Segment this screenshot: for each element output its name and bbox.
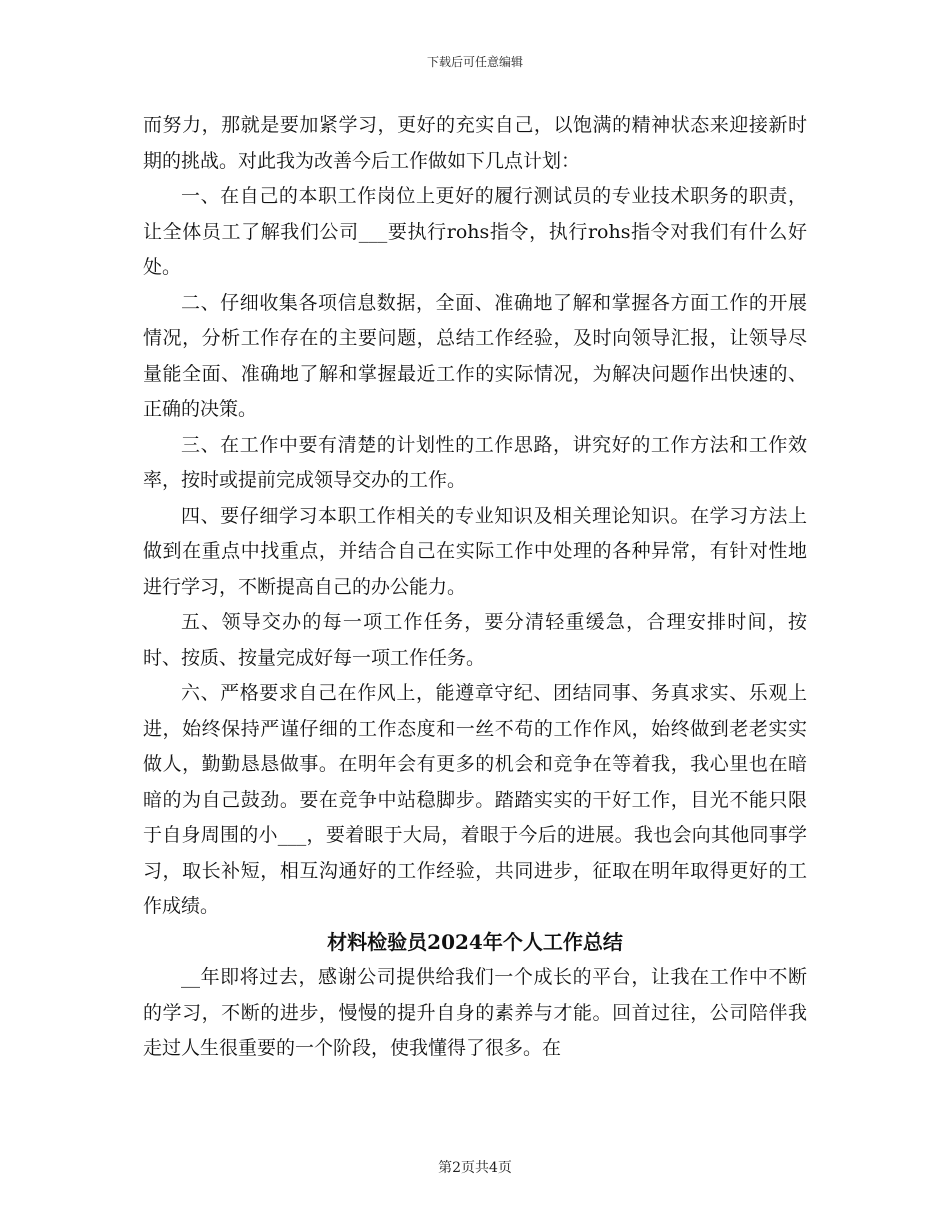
page-header: 下载后可任意编辑 [426, 55, 523, 69]
paragraph-plan-4: 四、要仔细学习本职工作相关的专业知识及相关理论知识。在学习方法上做到在重点中找重点，并结合自己在实际工作中处理的各种异常，有针对性地进行学习，不断提高自己的办公能力。 [143, 504, 807, 598]
paragraph-continuation: 而努力，那就是要加紧学习，更好的充实自己，以饱满的精神状态来迎接新时期的挑战。对此我为改善今后工作做如下几点计划： [143, 114, 807, 172]
paragraph-plan-1: 一、在自己的本职工作岗位上更好的履行测试员的专业技术职务的职责，让全体员工了解我们公司___要执行rohs指令，执行rohs指令对我们有什么好处。 [143, 185, 807, 278]
section-title: 材料检验员2024年个人工作总结 [327, 929, 623, 954]
page-footer: 第2页共4页 [438, 1160, 512, 1176]
paragraph-summary-intro: __年即将过去，感谢公司提供给我们一个成长的平台，让我在工作中不断的学习，不断的进步，慢慢的提升自身的素养与才能。回首过往，公司陪伴我走过人生很重要的一个阶段，使我懂得了很多。在 [143, 966, 807, 1059]
paragraph-plan-3: 三、在工作中要有清楚的计划性的工作思路，讲究好的工作方法和工作效率，按时或提前完成领导交办的工作。 [143, 433, 807, 491]
document-body [143, 108, 807, 1067]
paragraph-plan-5: 五、领导交办的每一项工作任务，要分清轻重缓急，合理安排时间，按时、按质、按量完成好每一项工作任务。 [143, 611, 807, 669]
paragraph-plan-2: 二、仔细收集各项信息数据，全面、准确地了解和掌握各方面工作的开展情况，分析工作存在的主要问题，总结工作经验，及时向领导汇报，让领导尽量能全面、准确地了解和掌握最近工作的实际情况，为解决问题作出快速的、正确的决策。 [143, 291, 807, 420]
paragraph-plan-6: 六、严格要求自己在作风上，能遵章守纪、团结同事、务真求实、乐观上进，始终保持严谨仔细的工作态度和一丝不苟的工作作风，始终做到老老实实做人，勤勤恳恳做事。在明年会有更多的机会和竞争在等着我，我心里也在暗暗的为自己鼓劲。要在竞争中站稳脚步。踏踏实实的干好工作，目光不能只限于自身周围的小___，要着眼于大局，着眼于今后的进展。我也会向其他同事学习，取长补短，相互沟通好的工作经验，共同进步，征取在明年取得更好的工作成绩。 [143, 682, 807, 917]
